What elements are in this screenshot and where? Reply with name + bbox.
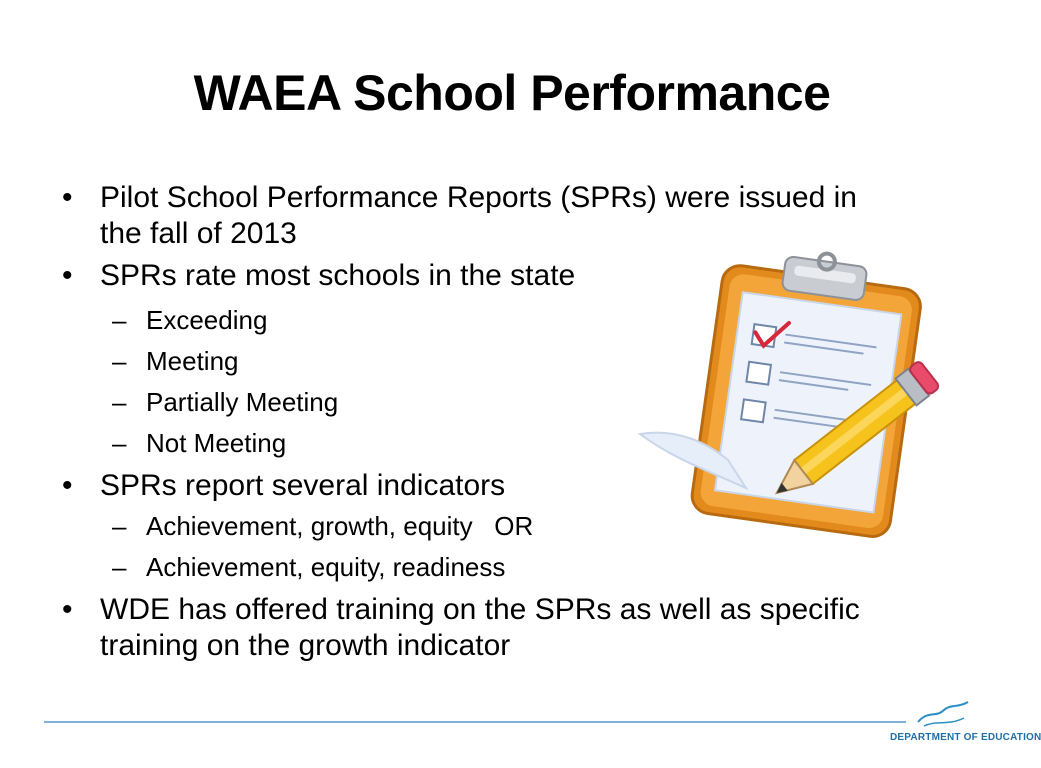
sub-bullet-text: Achievement, equity, readiness bbox=[146, 552, 506, 582]
bullet-dot: • bbox=[62, 259, 73, 292]
bullet-dot: • bbox=[62, 593, 73, 626]
logo-text: DEPARTMENT OF EDUCATION bbox=[890, 732, 1041, 743]
bullet-text: WDE has offered training on the SPRs as well as specific bbox=[100, 593, 860, 626]
bullet-text: SPRs rate most schools in the state bbox=[100, 259, 576, 292]
bullet-text-continued: training on the growth indicator bbox=[100, 629, 511, 662]
sub-bullet-dash: – bbox=[112, 428, 127, 458]
bullet-dot: • bbox=[62, 469, 73, 502]
sub-bullet-item bbox=[62, 547, 972, 588]
sub-bullet-text: Not Meeting bbox=[146, 428, 287, 458]
sub-bullet-text: Achievement, growth, equity OR bbox=[146, 511, 534, 541]
bullet-item bbox=[62, 180, 972, 252]
wyoming-logo-mark bbox=[914, 700, 974, 730]
footer-divider bbox=[44, 721, 906, 723]
bullet-text: SPRs report several indicators bbox=[100, 469, 506, 502]
bullet-text-continued: the fall of 2013 bbox=[100, 217, 297, 250]
sub-bullet-text: Partially Meeting bbox=[146, 387, 339, 417]
wde-logo bbox=[888, 700, 1041, 750]
bullet-dot: • bbox=[62, 181, 73, 214]
sub-bullet-dash: – bbox=[112, 552, 127, 582]
sub-bullet-dash: – bbox=[112, 305, 127, 335]
sub-bullet-dash: – bbox=[112, 387, 127, 417]
bullet-item bbox=[62, 592, 972, 664]
sub-bullet-text: Meeting bbox=[146, 346, 239, 376]
bullet-text: Pilot School Performance Reports (SPRs) were issued in bbox=[100, 181, 857, 214]
sub-bullet-dash: – bbox=[112, 511, 127, 541]
slide-title: WAEA School Performance bbox=[193, 65, 831, 121]
clipboard-pencil-icon bbox=[636, 252, 946, 538]
sub-bullet-text: Exceeding bbox=[146, 305, 268, 335]
sub-bullet-dash: – bbox=[112, 346, 127, 376]
